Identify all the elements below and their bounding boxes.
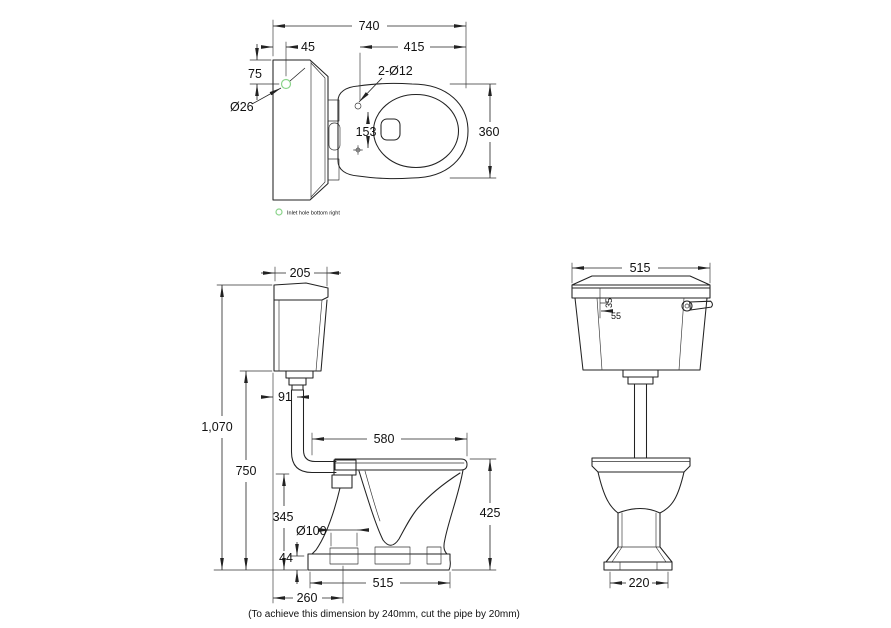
flush-valve-front-2: [628, 377, 653, 384]
flush-valve-side-1: [286, 371, 313, 378]
connector-tab-bottom: [328, 159, 339, 180]
fixing-hole: [355, 103, 361, 109]
plinth-side: [308, 554, 450, 570]
dim-outlet-dia: Ø100: [296, 524, 327, 538]
dim-inlet-top: 75: [248, 67, 262, 81]
plinth-detail-2: [375, 547, 410, 564]
flush-pipe-side: [292, 390, 337, 473]
seat-slab-front: [592, 458, 690, 472]
pan-spud-1: [334, 460, 356, 475]
dim-base-width: 220: [628, 576, 650, 590]
dim-hole-gap: 153: [355, 125, 377, 139]
dim-inlet-dia: Ø26: [230, 100, 254, 114]
pedestal-base: [604, 562, 672, 570]
cistern-plan-inner-lines: [311, 61, 325, 199]
legend-inlet-icon: [276, 209, 282, 215]
dim-pan-height: 425: [479, 506, 501, 520]
side-view: [201, 266, 500, 605]
dim-fixing-holes: 2-Ø12: [378, 64, 413, 78]
dim-total-height: 1,070: [201, 420, 233, 434]
dim-bowl-width: 360: [478, 125, 500, 139]
dim-seat-length: 415: [403, 40, 425, 54]
flush-lever: [682, 300, 713, 311]
plan-view: [230, 19, 499, 217]
pedestal-flare: [606, 547, 672, 562]
front-view: [572, 261, 713, 590]
dim-pan-length: 580: [373, 432, 395, 446]
flush-valve-side-3: [292, 385, 303, 390]
connector-tab-top: [328, 100, 339, 121]
inlet-dia-leader: [252, 88, 281, 104]
cistern-front-band: [572, 285, 710, 298]
dim-hole-side: 55: [611, 311, 622, 321]
fixing-hole-center-mark: [354, 146, 363, 155]
pan-spud-2: [332, 475, 352, 488]
water-spot-plan: [381, 119, 400, 140]
dim-outlet-setout: 260: [296, 591, 318, 605]
flush-pipe-front: [635, 384, 647, 458]
dim-pipe-offset: 91: [278, 390, 292, 404]
dim-base-length: 515: [372, 576, 394, 590]
cistern-side-lid: [274, 283, 328, 300]
dim-outlet-height: 44: [279, 551, 293, 565]
pedestal-base-ticks: [620, 562, 657, 570]
fixing-holes-leader: [359, 78, 382, 102]
pipe-cut-note: (To achieve this dimension by 240mm, cut the pipe by 20mm): [248, 609, 520, 620]
dim-spigot-height: 345: [272, 510, 294, 524]
seat-slab-side: [335, 459, 467, 470]
side-extension-lines: [214, 267, 496, 603]
plinth-detail-1: [330, 548, 358, 564]
dim-inlet-offset: 45: [301, 40, 315, 54]
cistern-front-lid: [572, 276, 710, 285]
front-extension-lines: [572, 263, 710, 588]
plan-extension-lines: [250, 20, 496, 178]
dim-flush-height: 750: [235, 464, 257, 478]
plinth-detail-3: [427, 547, 441, 564]
seat-opening-plan: [374, 95, 459, 168]
bowl-front-curves: [598, 472, 684, 513]
dim-top-overall: 740: [358, 19, 380, 33]
dim-cistern-depth: 205: [289, 266, 311, 280]
dim-hole-down: 35: [604, 297, 614, 308]
pedestal-inner-lines: [622, 513, 656, 547]
flush-valve-side-2: [289, 378, 306, 385]
legend-inlet-label: Inlet hole bottom right: [287, 210, 340, 217]
bowl-back-curve: [312, 488, 340, 554]
cistern-plan-outline: [273, 60, 328, 200]
flush-valve-front-1: [623, 370, 658, 377]
cistern-side-panel-lines: [279, 300, 322, 371]
inlet-hole-marker: [282, 80, 291, 89]
pedestal-columns: [618, 513, 660, 547]
pedestal-flare-facets: [612, 547, 666, 562]
bowl-interior-curve: [359, 471, 460, 545]
cistern-front-body: [575, 298, 707, 370]
dim-cistern-width: 515: [629, 261, 651, 275]
inlet-dia-leader-tail: [290, 68, 305, 81]
